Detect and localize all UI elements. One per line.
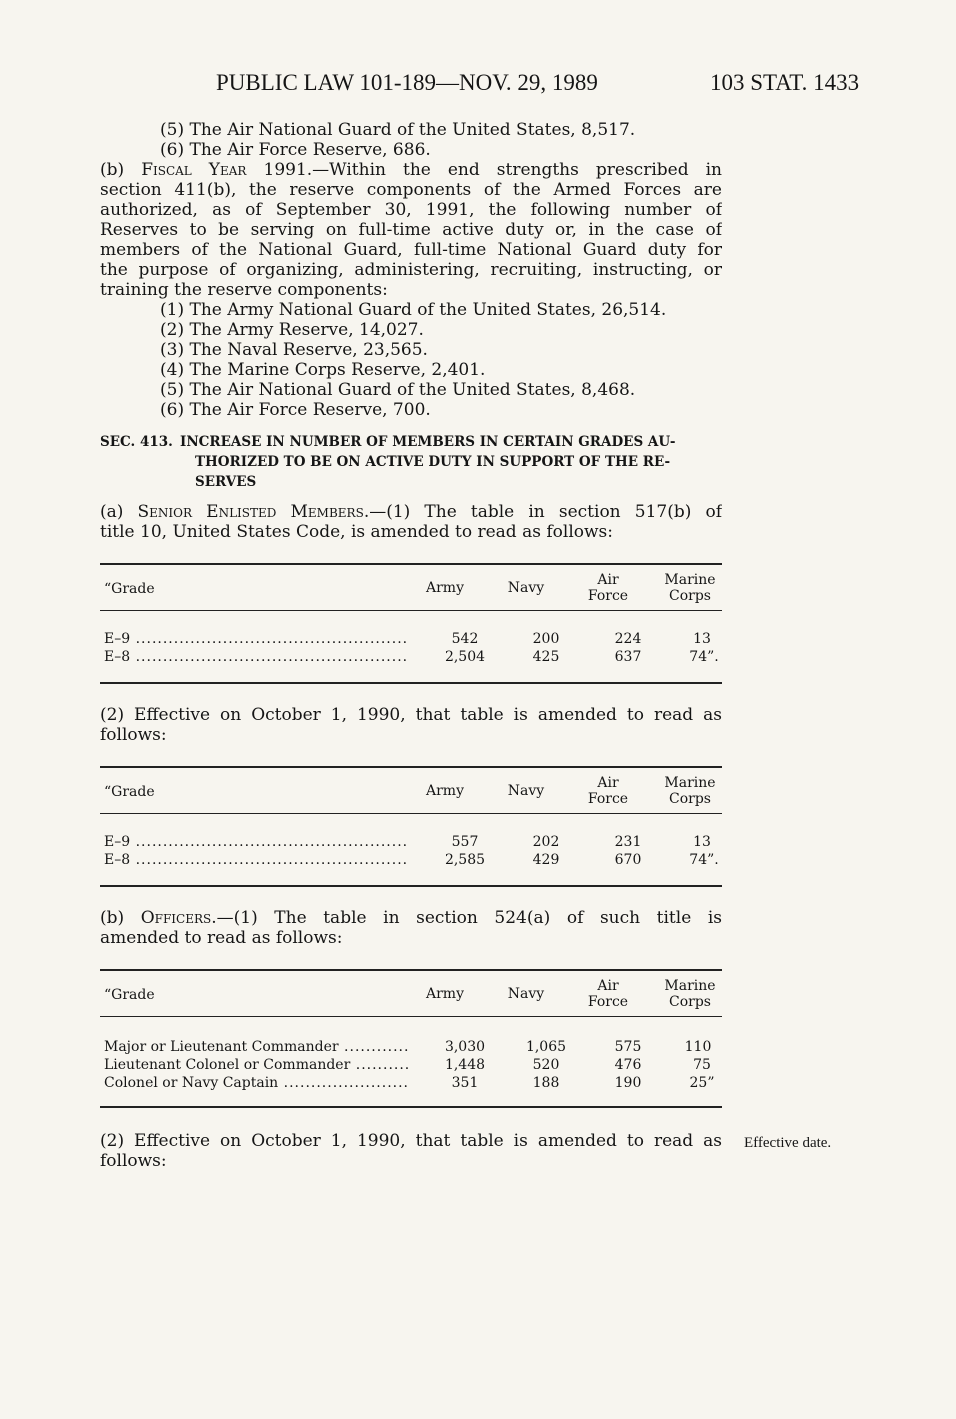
table1-header-air2: Force — [587, 588, 629, 604]
table-cell: 2,504 — [444, 649, 486, 665]
table-cell: 13 — [693, 834, 711, 850]
table3-bottom-rule — [100, 1106, 722, 1108]
table1-top-rule — [100, 563, 722, 565]
fy1991-prefix: (b) — [100, 160, 142, 180]
fy1991-line-1: section 411(b), the reserve components of the Armed Forces are — [100, 180, 722, 200]
table-cell: 25” — [689, 1075, 715, 1091]
table-cell: 557 — [451, 834, 479, 850]
fy1991-item-1: (1) The Army National Guard of the United States, 26,514. — [160, 300, 667, 320]
table1-header-navy: Navy — [507, 580, 545, 596]
table-cell: 190 — [614, 1075, 642, 1091]
table3-header-air1: Air — [597, 978, 619, 994]
table1-header-mar2: Corps — [669, 588, 711, 604]
table-cell: 74”. — [689, 649, 719, 665]
table2-top-rule — [100, 766, 722, 768]
officers-heading-line — [100, 908, 722, 928]
table-cell: 202 — [532, 834, 560, 850]
margin-note-effective-date: Effective date. — [744, 1135, 832, 1151]
table-row-label: Lieutenant Colonel or Commander ..... — [104, 1056, 409, 1074]
enlisted-heading-line — [100, 502, 722, 522]
page-header-stat: 103 STAT. 1433 — [710, 70, 860, 95]
fy1991-item-2: (2) The Army Reserve, 14,027. — [160, 320, 424, 340]
fy1991-line-4: members of the National Guard, full-time National Guard duty for — [100, 240, 722, 260]
table1-header-rule — [100, 610, 722, 611]
table1-header-air1: Air — [597, 572, 619, 588]
table1 — [100, 566, 722, 686]
section-title-line-3: SERVES — [195, 474, 257, 490]
fy1991-label: Fiscal Year — [141, 160, 247, 180]
table-cell: 231 — [614, 834, 642, 850]
effective1-line-2: follows: — [100, 725, 167, 745]
table-cell: 74”. — [689, 852, 719, 868]
table-cell: 637 — [614, 649, 642, 665]
table-cell: 520 — [532, 1057, 560, 1073]
table2-header-army: Army — [426, 783, 464, 799]
officers-rest: .—(1) The table in section 524(a) of such title is — [211, 908, 722, 928]
fy1991-item-5: (5) The Air National Guard of the United States, 8,468. — [160, 380, 636, 400]
table-cell: 75 — [693, 1057, 711, 1073]
fy1991-rest: 1991.—Within the end strengths prescribed in — [246, 160, 722, 180]
table1-header-army: Army — [426, 580, 464, 596]
effective2-line-1: (2) Effective on October 1, 1990, that table is amended to read as — [100, 1131, 722, 1151]
intro-item-5: (5) The Air National Guard of the United States, 8,517. — [160, 120, 636, 140]
fy1991-line-last: training the reserve components: — [100, 280, 388, 300]
table-cell: 542 — [451, 631, 479, 647]
intro-item-6: (6) The Air Force Reserve, 686. — [160, 140, 431, 160]
table2-header-air1: Air — [597, 775, 619, 791]
table-row-label: Major or Lieutenant Commander ..... — [104, 1038, 409, 1056]
table-row-label: E–8 ..... — [104, 648, 409, 666]
table3-header-mar1: Marine — [664, 978, 716, 994]
section-title-line-2: THORIZED TO BE ON ACTIVE DUTY IN SUPPORT OF THE RE- — [195, 454, 671, 470]
table-cell: 1,065 — [525, 1039, 567, 1055]
table2-header-air2: Force — [587, 791, 629, 807]
table-row-label: E–8 ..... — [104, 851, 409, 869]
table-cell: 110 — [684, 1039, 712, 1055]
table-cell: 670 — [614, 852, 642, 868]
enlisted-line-2: title 10, United States Code, is amended to read as follows: — [100, 522, 613, 542]
table2-header-navy: Navy — [507, 783, 545, 799]
table1-bottom-rule — [100, 682, 722, 684]
table-cell: 3,030 — [444, 1039, 486, 1055]
table-row-label: Colonel or Navy Captain ..... — [104, 1074, 409, 1092]
fy1991-item-3: (3) The Naval Reserve, 23,565. — [160, 340, 428, 360]
table-cell: 13 — [693, 631, 711, 647]
officers-label: Officers — [140, 908, 212, 928]
table-cell: 351 — [451, 1075, 479, 1091]
table-cell: 2,585 — [444, 852, 486, 868]
table2-header-grade: “Grade — [104, 784, 155, 800]
page-header-title: PUBLIC LAW 101-189—NOV. 29, 1989 — [216, 70, 598, 95]
table3-header-grade: “Grade — [104, 987, 155, 1003]
fy1991-line-3: Reserves to be serving on full-time active duty or, in the case of — [100, 220, 722, 240]
table-cell: 429 — [532, 852, 560, 868]
table2-header-mar2: Corps — [669, 791, 711, 807]
fy1991-line-5: the purpose of organizing, administering, recruiting, instructing, or — [100, 260, 722, 280]
enlisted-prefix: (a) — [100, 502, 138, 522]
table3-header-air2: Force — [587, 994, 629, 1010]
table2-header-rule — [100, 813, 722, 814]
table2 — [100, 769, 722, 889]
table-row-label: E–9 ..... — [104, 630, 409, 648]
effective2-line-2: follows: — [100, 1151, 167, 1171]
enlisted-label: Senior Enlisted Members — [137, 502, 364, 522]
table-cell: 425 — [532, 649, 560, 665]
table3-top-rule — [100, 969, 722, 971]
table2-header-mar1: Marine — [664, 775, 716, 791]
table-cell: 224 — [614, 631, 642, 647]
table-cell: 200 — [532, 631, 560, 647]
fy1991-item-4: (4) The Marine Corps Reserve, 2,401. — [160, 360, 486, 380]
table1-header-mar1: Marine — [664, 572, 716, 588]
fy1991-line-2: authorized, as of September 30, 1991, the following number of — [100, 200, 722, 220]
table-cell: 1,448 — [444, 1057, 486, 1073]
table3 — [100, 972, 722, 1112]
table-row-label: E–9 ..... — [104, 833, 409, 851]
officers-line-2: amended to read as follows: — [100, 928, 343, 948]
fy1991-heading-line — [100, 160, 722, 180]
fy1991-item-6: (6) The Air Force Reserve, 700. — [160, 400, 431, 420]
section-title-line-1: INCREASE IN NUMBER OF MEMBERS IN CERTAIN GRADES AU- — [180, 434, 676, 450]
table3-header-mar2: Corps — [669, 994, 711, 1010]
table3-header-rule — [100, 1016, 722, 1017]
table2-bottom-rule — [100, 885, 722, 887]
table3-header-army: Army — [426, 986, 464, 1002]
table-cell: 188 — [532, 1075, 560, 1091]
table-cell: 476 — [614, 1057, 642, 1073]
enlisted-rest: .—(1) The table in section 517(b) of — [363, 502, 722, 522]
table3-header-navy: Navy — [507, 986, 545, 1002]
table1-header-grade: “Grade — [104, 581, 155, 597]
section-number: SEC. 413. — [100, 434, 173, 450]
officers-prefix: (b) — [100, 908, 141, 928]
effective1-line-1: (2) Effective on October 1, 1990, that table is amended to read as — [100, 705, 722, 725]
table-cell: 575 — [614, 1039, 642, 1055]
